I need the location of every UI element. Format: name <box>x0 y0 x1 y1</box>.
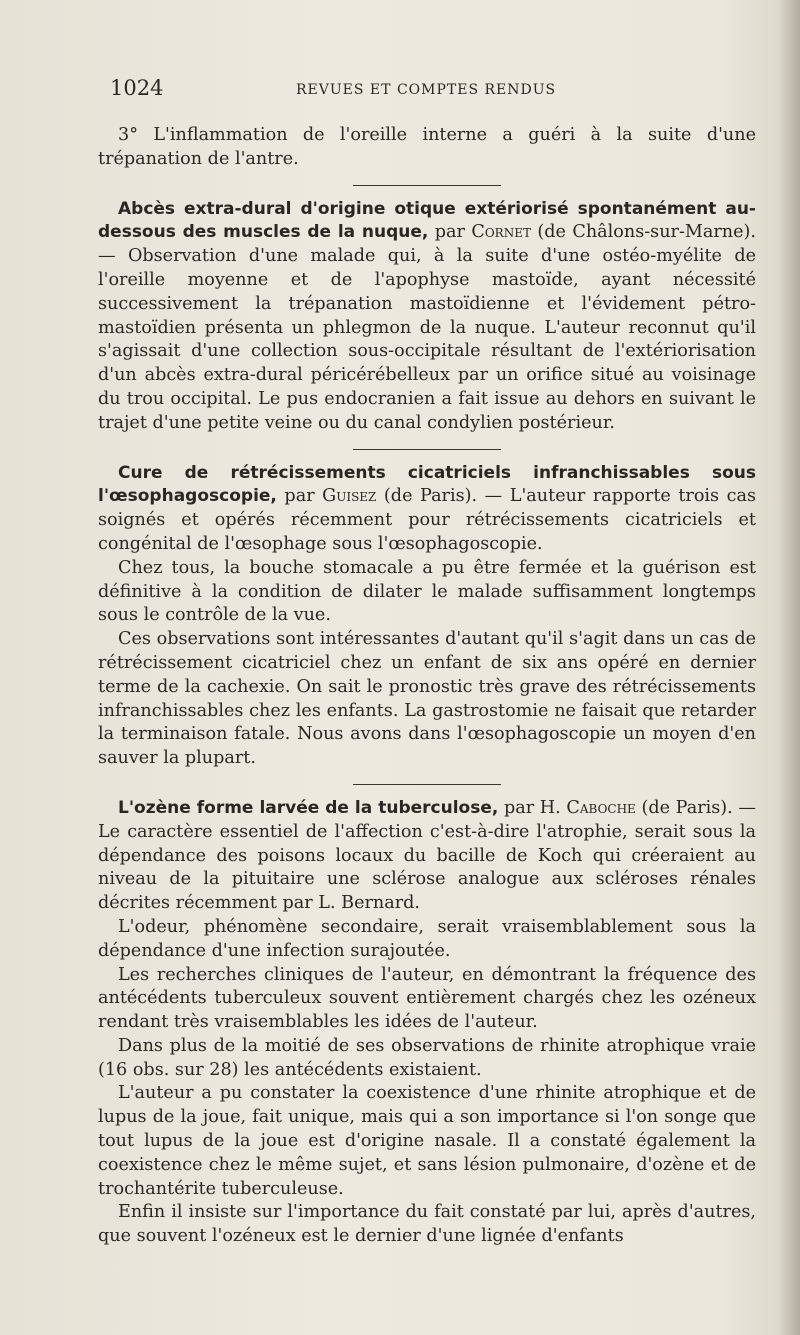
article-body: — L'auteur rapporte trois cas soignés et opérés récemment pour rétrécissements cicatriciels et congénital de l'œsophage sous l'œsophagoscopie. <box>98 486 756 554</box>
intro-paragraph: 3° L'inflammation de l'oreille interne a guéri à la suite d'une trépanation de l'antre. <box>98 125 756 169</box>
article-body: — Le caractère essentiel de l'affection c'est-à-dire l'atrophie, serait sous la dépendance des poisons locaux du bacille de Koch qui créeraient au niveau de la pituitaire une sclérose analogue aux scléroses rénales décrites récemment par L. Bernard. <box>98 797 757 914</box>
article-body: — Observation d'une malade qui, à la suite d'une ostéo-myélite de l'oreille moyenne et de l'apophyse mastoïde, ayant nécessité successivement la trépanation mastoïdienne et l'évidement pétro-mastoïdien présenta un phlegmon de la nuque. L'auteur reconnut qu'il s'agissait d'une collection sous-occipitale résultant de l'extériorisation d'un abcès extra-dural péricérébelleux par un orifice situé au voisinage du trou occipital. Le pus endocranien a fait issue au dehors en suivant le trajet d'une petite veine ou du canal condylien postérieur. <box>98 246 756 433</box>
article-paragraph: Les recherches cliniques de l'auteur, en démontrant la fréquence des antécédents tuberculeux souvent entièrement chargés chez les ozéneux rendant très vraisemblables les idées de l'auteur. <box>98 964 756 1033</box>
running-title: REVUES ET COMPTES RENDUS <box>296 82 557 98</box>
article-by: par <box>428 222 472 243</box>
article-paragraph: Ces observations sont intéressantes d'autant qu'il s'agit dans un cas de rétrécissement cicatriciel chez un enfant de six ans opéré en dernier terme de la cachexie. On sait le pronostic très grave des rétrécissements infranchissables chez les enfants. La gastrostomie ne faisait que retarder la terminaison fatale. Nous avons dans l'œsophagoscopie un moyen d'en sauver la plupart. <box>98 629 756 769</box>
article-affiliation: (de Paris). <box>635 797 733 818</box>
article-paragraph <box>98 462 756 557</box>
section-divider <box>353 449 501 450</box>
article-title: L'ozène forme larvée de la tuberculose, <box>118 797 499 818</box>
section-divider <box>353 784 501 785</box>
article-affiliation: (de Châlons-sur-Marne). <box>530 222 757 243</box>
article-author: Cornet <box>471 222 531 243</box>
article-title: Abcès extra-dural d'origine otique extériorisé spontanément au-dessous des muscles de la nuque, <box>98 198 756 243</box>
page-edge-shadow <box>778 0 800 1335</box>
article-paragraph: Chez tous, la bouche stomacale a pu être fermée et la guérison est définitive à la condition de dilater le malade suffisamment longtemps sous le contrôle de la vue. <box>98 557 756 626</box>
article-cure-retrecissements <box>98 462 756 771</box>
section-divider <box>353 185 501 186</box>
page-header <box>110 76 760 106</box>
article-affiliation: (de Paris). <box>376 486 478 507</box>
article-paragraph: L'odeur, phénomène secondaire, serait vraisemblablement sous la dépendance d'une infection surajoutée. <box>98 916 756 961</box>
article-paragraph: L'auteur a pu constater la coexistence d'une rhinite atrophique et de lupus de la joue, fait unique, mais qui a son importance si l'on songe que tout lupus de la joue est d'origine nasale. Il a constaté également la coexistence chez le même sujet, et sans lésion pulmonaire, d'ozène et de trochantérite tuberculeuse. <box>98 1083 756 1199</box>
page-body <box>98 124 756 1249</box>
article-author: Guisez <box>322 486 377 507</box>
article-paragraph <box>98 797 756 916</box>
article-paragraph <box>98 198 756 436</box>
article-abces-extra-dural <box>98 198 756 436</box>
article-by: par H. <box>498 797 567 818</box>
article-author: Caboche <box>566 797 636 818</box>
article-ozene-tuberculose <box>98 797 756 1249</box>
article-paragraph: Enfin il insiste sur l'importance du fait constaté par lui, après d'autres, que souvent l'ozéneux est le dernier d'une lignée d'enfants <box>98 1202 756 1247</box>
article-by: par <box>276 486 323 507</box>
article-title: Cure de rétrécissements cicatriciels infranchissables sous l'œsophagoscopie, <box>98 462 756 507</box>
page-number: 1024 <box>110 76 164 100</box>
article-paragraph: Dans plus de la moitié de ses observations de rhinite atrophique vraie (16 obs. sur 28) les antécédents existaient. <box>98 1035 756 1080</box>
